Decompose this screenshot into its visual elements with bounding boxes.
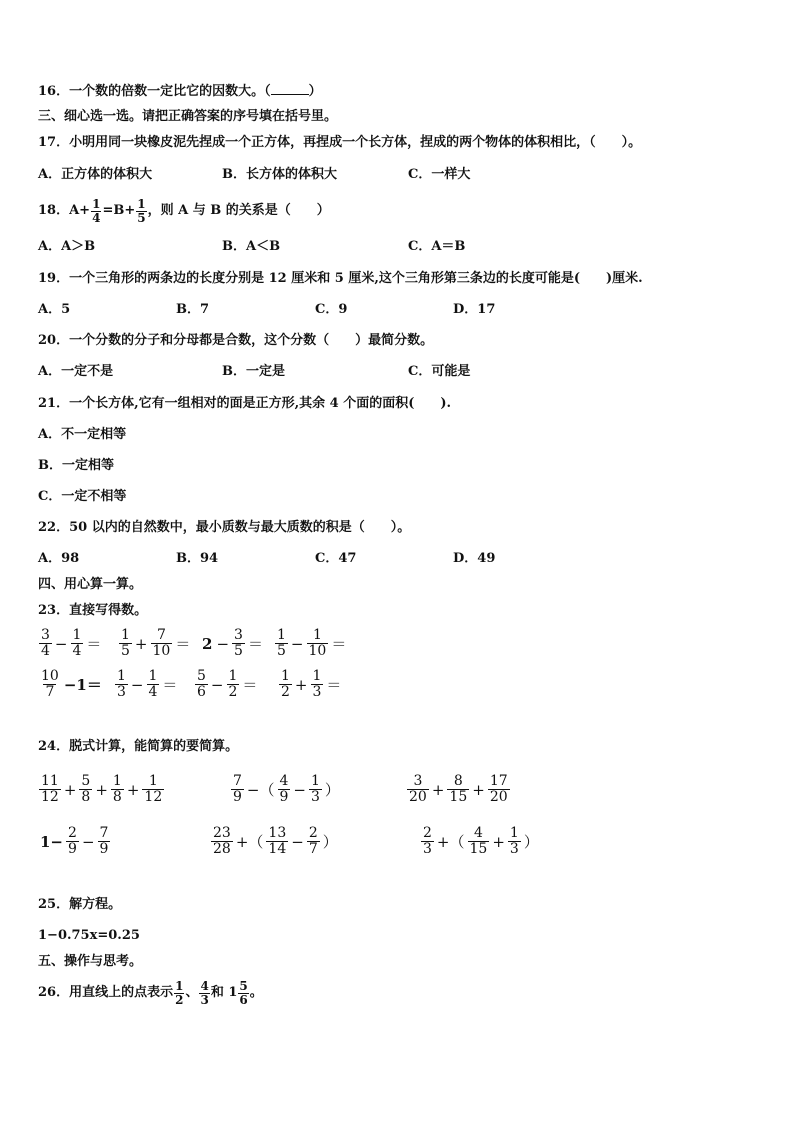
fraction — [142, 774, 164, 805]
q20-option-c[interactable]: C．可能是 — [408, 364, 471, 379]
q22-option-b[interactable]: B．94 — [176, 551, 219, 566]
denominator: 3 — [423, 841, 432, 857]
q24-expr-3 — [406, 774, 511, 805]
fraction — [307, 628, 329, 659]
denominator: 9 — [99, 841, 109, 857]
fraction — [115, 669, 128, 700]
operator: + — [294, 675, 308, 694]
numerator: 8 — [453, 773, 463, 789]
operator: + — [95, 780, 108, 799]
operator: ） — [523, 833, 539, 851]
denominator: 8 — [81, 789, 91, 805]
operator: − — [290, 634, 304, 653]
numerator: 1 — [312, 627, 322, 643]
denominator: 3 — [509, 841, 519, 857]
operator: ） — [324, 781, 340, 799]
denominator: 6 — [239, 992, 248, 1007]
q26-prefix: 26．用直线上的点表示 — [38, 985, 174, 1000]
q23-expr-4 — [274, 628, 348, 659]
fraction — [111, 774, 124, 805]
question-26: 26．用直线上的点表示 $\frac{1}{2}$ 、 $\frac{4}{3}$ 和 1 $\frac{5}{6}$ 。 — [38, 978, 263, 1007]
denominator: 9 — [233, 789, 242, 805]
fraction — [147, 669, 160, 700]
numerator: 5 — [81, 773, 91, 789]
fraction — [508, 826, 521, 857]
q18-option-b[interactable]: B．A＜B — [222, 239, 281, 254]
q19-option-a[interactable]: A．5 — [38, 302, 71, 317]
section-5-heading: 五、操作与思考。 — [38, 954, 143, 969]
numerator: 1 — [175, 978, 184, 993]
fraction — [227, 669, 240, 700]
question-19-text: 19．一个三角形的两条边的长度分别是 12 厘米和 5 厘米,这个三角形第三条边的长度可能是( )厘米. — [38, 271, 643, 286]
q18-fraction-2 — [136, 198, 146, 225]
q23-expr-1 — [38, 628, 103, 659]
operator: + — [472, 780, 485, 799]
q24-expr-5 — [210, 826, 340, 857]
fraction — [119, 628, 132, 659]
fraction — [195, 669, 208, 700]
operator: − — [291, 832, 304, 851]
q19-option-c[interactable]: C．9 — [315, 302, 348, 317]
numerator: 4 — [279, 773, 289, 789]
numerator: 3 — [413, 773, 423, 789]
q23-expr-2 — [118, 628, 192, 659]
question-25-title: 25．解方程。 — [38, 897, 122, 912]
q20-option-a[interactable]: A．一定不是 — [38, 364, 114, 379]
denominator: 2 — [228, 684, 238, 700]
denominator: 2 — [175, 992, 184, 1007]
numerator: 1 — [312, 668, 322, 684]
q21-option-c[interactable]: C．一定不相等 — [38, 489, 127, 504]
numerator: 2 — [68, 825, 77, 841]
numerator: 7 — [99, 825, 109, 841]
q22-option-d[interactable]: D．49 — [453, 551, 496, 566]
denominator: 3 — [312, 684, 322, 700]
question-23-title: 23．直接写得数。 — [38, 603, 148, 618]
q23-expr-5 — [38, 669, 104, 700]
denominator: 5 — [137, 210, 146, 225]
numerator: 1 — [277, 627, 286, 643]
question-21-text: 21．一个长方体,它有一组相对的面是正方形,其余 4 个面的面积( ). — [38, 396, 452, 411]
numerator: 1 — [137, 196, 146, 211]
operator: +（ — [436, 833, 465, 851]
q23-expr-3 — [200, 628, 265, 659]
q19-option-d[interactable]: D．17 — [453, 302, 496, 317]
numerator: 1 — [112, 773, 122, 789]
operator: ） — [322, 833, 338, 851]
fraction — [468, 826, 490, 857]
q17-option-c[interactable]: C．一样大 — [408, 167, 471, 182]
operator: + — [63, 780, 77, 799]
numerator: 4 — [473, 825, 483, 841]
q22-option-c[interactable]: C．47 — [315, 551, 357, 566]
section-4-heading: 四、用心算一算。 — [38, 577, 143, 592]
denominator: 20 — [489, 789, 508, 805]
q24-expr-4 — [38, 826, 111, 857]
fraction — [79, 774, 92, 805]
q18-mid: =B+ — [102, 203, 136, 218]
q18-option-c[interactable]: C．A＝B — [408, 239, 466, 254]
question-18 — [38, 196, 330, 226]
fraction — [39, 669, 61, 700]
denominator: 10 — [152, 643, 171, 659]
fraction — [311, 669, 324, 700]
operator: ＝ — [86, 635, 102, 653]
operator: ＝ — [242, 676, 258, 694]
fraction — [211, 826, 233, 857]
operator: ＝ — [247, 635, 263, 653]
denominator: 4 — [41, 643, 50, 659]
operator: ＝ — [331, 635, 347, 653]
q23-expr-7 — [194, 669, 259, 700]
operator: −1＝ — [63, 676, 102, 694]
q24-expr-1 — [38, 774, 165, 805]
fraction — [488, 774, 510, 805]
denominator: 3 — [311, 789, 320, 805]
operator: ＝ — [162, 676, 178, 694]
fraction — [66, 826, 79, 857]
operator: + — [492, 832, 505, 851]
denominator: 9 — [68, 841, 77, 857]
fraction — [309, 774, 322, 805]
denominator: 5 — [277, 643, 286, 659]
numerator: 1 — [509, 825, 519, 841]
fraction — [39, 774, 61, 805]
numerator: 4 — [200, 978, 209, 993]
numerator: 1 — [148, 773, 158, 789]
fraction — [232, 628, 245, 659]
fraction — [279, 669, 292, 700]
numerator: 1 — [148, 668, 158, 684]
operator: − — [54, 634, 68, 653]
denominator: 2 — [281, 684, 290, 700]
question-16-text: 16．一个数的倍数一定比它的因数大。（ — [38, 84, 271, 99]
question-16-close: ） — [308, 84, 322, 99]
denominator: 3 — [117, 684, 126, 700]
q20-option-b[interactable]: B．一定是 — [222, 364, 285, 379]
denominator: 5 — [234, 643, 243, 659]
operator: 1− — [40, 832, 64, 851]
q21-option-b[interactable]: B．一定相等 — [38, 458, 114, 473]
operator: − — [293, 780, 306, 799]
numerator: 11 — [41, 773, 59, 789]
numerator: 10 — [41, 668, 59, 684]
q18-prefix: 18．A+ — [38, 203, 91, 218]
operator: − — [130, 675, 144, 694]
q24-expr-2 — [230, 774, 342, 805]
q26-fraction-1 — [174, 980, 184, 1007]
q24-expr-6 — [420, 826, 541, 857]
numerator: 1 — [72, 627, 82, 643]
operator: ＝ — [326, 676, 342, 694]
numerator: 1 — [121, 627, 130, 643]
denominator: 15 — [469, 841, 488, 857]
fraction — [71, 628, 84, 659]
numerator: 3 — [41, 627, 50, 643]
denominator: 20 — [409, 789, 427, 805]
fraction — [447, 774, 469, 805]
question-20-text: 20．一个分数的分子和分母都是合数，这个分数（ ）最简分数。 — [38, 333, 434, 348]
question-24-title: 24．脱式计算，能简算的要简算。 — [38, 739, 239, 754]
q18-fraction-1 — [91, 198, 101, 225]
q17-option-a[interactable]: A．正方体的体积大 — [38, 167, 153, 182]
section-3-heading: 三、细心选一选。请把正确答案的序号填在括号里。 — [38, 109, 338, 124]
question-16 — [38, 82, 322, 101]
denominator: 3 — [200, 992, 209, 1007]
denominator: 7 — [45, 684, 55, 700]
numerator: 1 — [228, 668, 238, 684]
operator: ＝ — [175, 635, 191, 653]
question-22-text: 22．50 以内的自然数中，最小质数与最大质数的积是（ ）。 — [38, 520, 411, 535]
q23-expr-6 — [114, 669, 179, 700]
numerator: 3 — [234, 627, 243, 643]
denominator: 12 — [41, 789, 59, 805]
denominator: 4 — [148, 684, 158, 700]
denominator: 7 — [308, 841, 318, 857]
numerator: 5 — [239, 978, 248, 993]
q19-option-b[interactable]: B．7 — [176, 302, 210, 317]
fraction — [275, 628, 288, 659]
denominator: 10 — [308, 643, 327, 659]
numerator: 7 — [156, 627, 166, 643]
numerator: 23 — [213, 825, 231, 841]
numerator: 1 — [92, 196, 101, 211]
numerator: 7 — [233, 773, 242, 789]
q26-fraction-3 — [238, 980, 248, 1007]
operator: + — [134, 634, 148, 653]
operator: + — [126, 780, 140, 799]
denominator: 8 — [112, 789, 122, 805]
denominator: 28 — [213, 841, 231, 857]
fraction — [231, 774, 244, 805]
q18-option-a[interactable]: A．A＞B — [38, 239, 96, 254]
denominator: 5 — [121, 643, 130, 659]
numerator: 1 — [117, 668, 126, 684]
denominator: 4 — [72, 643, 82, 659]
operator: + — [431, 780, 445, 799]
denominator: 15 — [449, 789, 468, 805]
operator: +（ — [235, 833, 264, 851]
question-17-text: 17．小明用同一块橡皮泥先捏成一个正方体，再捏成一个长方体，捏成的两个物体的体积相比，（ ）。 — [38, 135, 642, 150]
operator: − — [210, 675, 224, 694]
numerator: 1 — [281, 668, 290, 684]
fraction — [266, 826, 288, 857]
q25-equation: 1−0.75x=0.25 — [38, 928, 140, 943]
denominator: 12 — [144, 789, 163, 805]
denominator: 14 — [268, 841, 287, 857]
operator: − — [216, 634, 230, 653]
operator: −（ — [246, 781, 275, 799]
fraction — [307, 826, 320, 857]
q18-suffix: ，则 A 与 B 的关系是（ ） — [147, 203, 330, 218]
fraction — [98, 826, 111, 857]
operator: 2 — [202, 634, 213, 653]
numerator: 5 — [197, 668, 206, 684]
q26-fraction-2 — [199, 980, 209, 1007]
numerator: 1 — [311, 773, 320, 789]
answer-blank[interactable] — [271, 82, 309, 95]
fraction — [39, 628, 52, 659]
denominator: 9 — [279, 789, 289, 805]
numerator: 2 — [308, 825, 318, 841]
fraction — [151, 628, 173, 659]
q22-option-a[interactable]: A．98 — [38, 551, 80, 566]
fraction — [278, 774, 291, 805]
q21-option-a[interactable]: A．不一定相等 — [38, 427, 127, 442]
numerator: 17 — [489, 773, 508, 789]
fraction — [421, 826, 434, 857]
q23-expr-8 — [278, 669, 343, 700]
fraction — [407, 774, 429, 805]
q17-option-b[interactable]: B．长方体的体积大 — [222, 167, 337, 182]
denominator: 6 — [197, 684, 206, 700]
numerator: 2 — [423, 825, 432, 841]
denominator: 4 — [92, 210, 101, 225]
operator: − — [81, 832, 95, 851]
numerator: 13 — [268, 825, 287, 841]
